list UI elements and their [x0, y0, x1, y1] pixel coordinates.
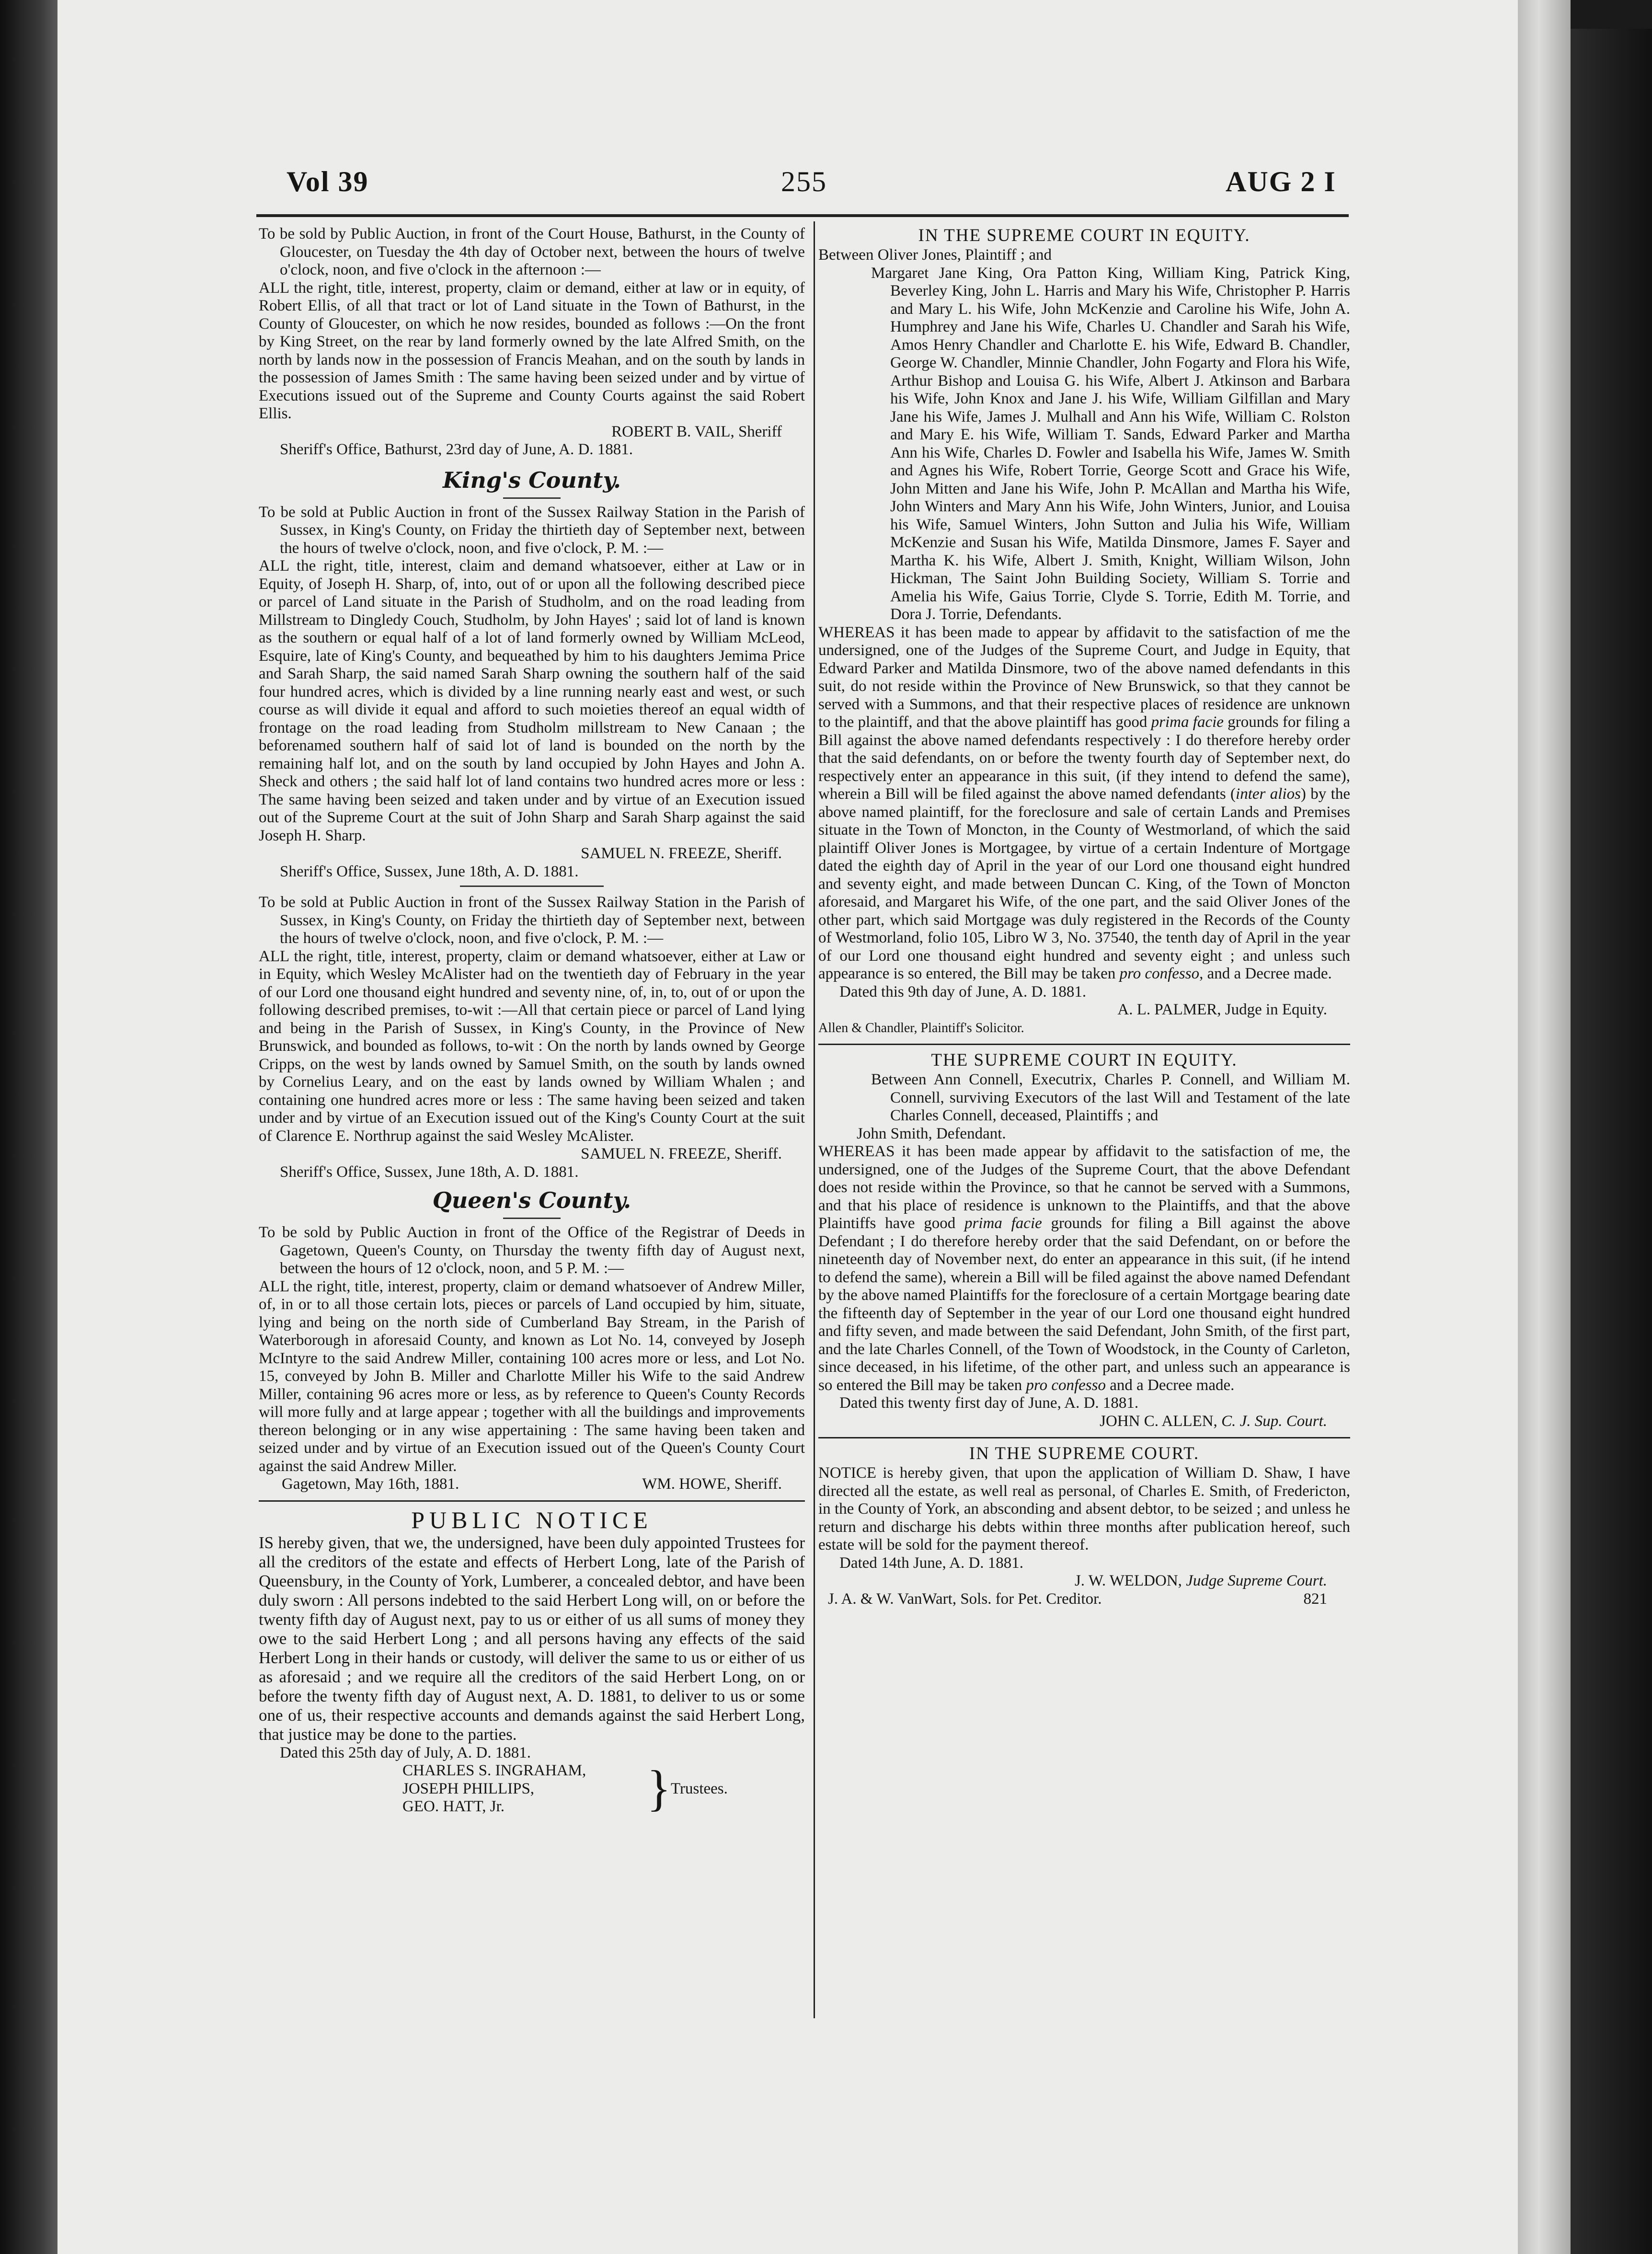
kings-notice-2 — [259, 894, 805, 1181]
court-heading: IN THE SUPREME COURT. — [969, 1444, 1200, 1463]
notice-body — [818, 624, 1350, 983]
notice-dated: Dated this 9th day of June, A. D. 1881. — [839, 983, 1087, 1000]
judge-title: Judge Supreme Court. — [1186, 1572, 1327, 1589]
column-divider — [814, 221, 815, 2018]
latin-phrase: pro confesso — [1119, 965, 1200, 982]
judge-signature: JOHN C. ALLEN, — [1100, 1412, 1217, 1430]
left-column — [259, 225, 805, 1817]
heading-rule — [503, 497, 561, 499]
insertion-code: 821 — [1303, 1590, 1327, 1608]
trustee-names — [402, 1762, 586, 1816]
notice-intro: To be sold by Public Auction, in front of the Court House, Bathurst, in the County of Gloucester, on Tuesday the 4th day of October next, between the hours of twelve o'clock, noon, and five o'clock in the afternoon :— — [259, 225, 805, 278]
background-edge — [1571, 29, 1652, 2254]
notice-intro: To be sold by Public Auction in front of the Office of the Registrar of Deeds in Gagetown, Queen's County, on Thursday the twenty fifth day of August next, between the hours of 12 o'clock, noon, and 5 P. M. :— — [259, 1224, 805, 1277]
trustee-name: JOSEPH PHILLIPS, — [402, 1780, 535, 1797]
issue-date: AUG 2 I — [1226, 166, 1336, 197]
trustee-name: GEO. HATT, Jr. — [402, 1798, 505, 1815]
judge-signature: J. W. WELDON, — [1074, 1572, 1182, 1589]
notice-body: ALL the right, title, interest, claim and demand whatsoever, either at Law or in Equity, of Joseph H. Sharp, of, into, out of or upon all the following described piece or parcel of Land situate in the Parish of Studholm, and on the road leading from Millstream to Dingledy Couch, Studholm, by John Hayes' ; said lot of land is known as the southern or equal half of a lot of land formerly owned by William McLeod, Esquire, late of King's County, and bequeathed by him to his daughters Jemima Price and Sarah Sharp, the said named Sarah Sharp owning the southern half of the said four hundred acres, which is divided by a line running nearly east and west, or such course as will divide it equal and afford to such moieties thereof an equal width of frontage on the road leading from Studholm millstream to New Canaan ; the beforenamed southern half of said lot of land is bounded on the north by the remaining half lot, and on the south by land occupied by John Hayes and John A. Sheck and others ; the said half lot of land contains two hundred acres more or less : The same having been seized and taken under and by virtue of an Execution issued out of the Supreme Court at the suit of John Sharp and Sarah Sharp against the said Joseph H. Sharp. — [259, 557, 805, 844]
section-rule — [818, 1437, 1350, 1438]
notice-body — [818, 1143, 1350, 1394]
place-date-line — [259, 1475, 805, 1494]
kings-notice-1 — [259, 504, 805, 881]
notice-dated: Dated this twenty first day of June, A. D. 1881. — [839, 1394, 1139, 1412]
body-text: WHEREAS it has been made to appear by affidavit to the satisfaction of me the undersigned, one of the Judges of the Supreme Court, and Judge in Equity, that Edward Parker and Matilda Dinsmore, two of the above named defendants in this suit, do not reside within the Province of New Brunswick, so that they cannot be served with a Summons, and that their respective places of residence are unknown to the plaintiff, and that the above plaintiff has good — [818, 623, 1350, 731]
latin-phrase: prima facie — [964, 1215, 1042, 1232]
notice-body: NOTICE is hereby given, that upon the application of William D. Shaw, I have directed all the estate, as well real as personal, of Charles E. Smith, of Fredericton, in the County of York, an absconding and absent debtor, to be seized ; and unless he return and discharge his debts within three months after publication hereof, such estate will be sold for the payment thereof. — [818, 1464, 1350, 1553]
notice-body: ALL the right, title, interest, property, claim or demand whatsoever, either at Law or in Equity, which Wesley McAlister had on the twentieth day of February in the year of our Lord one thousand eight hundred and seventy nine, of, in, to, out of or upon the following described premises, to-wit :—All that certain piece or parcel of Land lying and being in the Parish of Sussex, in King's County, in the Province of New Brunswick, and bounded as follows, to-wit : On the north by lands owned by George Cripps, on the west by lands owned by Samuel Smith, on the south by lands owned by Cornelius Leary, and on the east by lands owned by William Whalen ; and containing one hundred acres more or less : The same having been seized and taken under and by virtue of an Execution issued out of the King's County Court at the suit of Clarence E. Northrup against the said Wesley McAlister. — [259, 947, 805, 1145]
kings-county-heading: King's County. — [443, 467, 621, 493]
equity-notice-1 — [818, 225, 1350, 1037]
section-rule — [259, 1500, 805, 1502]
section-rule — [460, 886, 604, 887]
notice-intro: To be sold at Public Auction in front of the Sussex Railway Station in the Parish of Sussex, in King's County, on Friday the thirtieth day of September next, between the hours of twelve o'clock, noon, and five o'clock, P. M. :— — [259, 503, 805, 557]
queens-county-heading: Queen's County. — [432, 1187, 631, 1213]
page-stack-edge — [1518, 0, 1571, 2254]
body-text: and a Decree made. — [1110, 1376, 1235, 1394]
sheriff-signature: SAMUEL N. FREEZE, Sheriff. — [581, 845, 782, 862]
sheriff-office: Sheriff's Office, Sussex, June 18th, A. D. 1881. — [280, 1163, 579, 1181]
body-text: WHEREAS it has been made appear by affidavit to the satisfaction of me, the undersigned, one of the Judges of the Supreme Court, that the above Defendant does not reside within the Province, so that he cannot be served with a Summons, and that his place of residence is unknown to the Plaintiffs, and that the above Plaintiffs have good — [818, 1143, 1350, 1232]
court-heading: THE SUPREME COURT IN EQUITY. — [931, 1050, 1238, 1070]
sheriff-signature: WM. HOWE, Sheriff. — [642, 1475, 782, 1493]
right-column — [818, 225, 1350, 1608]
page-number: 255 — [781, 166, 827, 197]
trustees-label: Trustees. — [671, 1780, 728, 1797]
judge-title: C. J. Sup. Court. — [1221, 1412, 1327, 1430]
equity-notice-2 — [818, 1050, 1350, 1430]
notice-body: ALL the right, title, interest, property, claim or demand, either at law or in equity, of Robert Ellis, of all that tract or lot of Land situate in the Town of Bathurst, in the County of Gloucester, on which he now resides, bounded as follows :—On the front by King Street, on the rear by land formerly owned by the late Alfred Smith, on the north by lands now in the possession of Francis Meahan, and on the south by lands in the possession of James Smith : The same having been seized under and by virtue of Executions issued out of the Supreme and County Courts against the said Robert Ellis. — [259, 279, 805, 422]
notice-intro: To be sold at Public Auction in front of the Sussex Railway Station in the Parish of Sussex, in King's County, on Friday the thirtieth day of September next, between the hours of twelve o'clock, noon, and five o'clock, P. M. :— — [259, 894, 805, 947]
trustees-block — [259, 1762, 805, 1817]
notice-dated: Dated 14th June, A. D. 1881. — [839, 1554, 1024, 1572]
solicitors-line — [818, 1590, 1350, 1609]
book-binding — [0, 0, 57, 2254]
notice-body: IS hereby given, that we, the undersigned, have been duly appointed Trustees for all the creditors of the estate and effects of Herbert Long, late of the Parish of Queensbury, in the County of York, Lumberer, a concealed debtor, and have been duly sworn : All persons indebted to the said Herbert Long will, on or before the twenty fifth day of August next, pay to us or either of us all sums of money they owe to the said Herbert Long ; and all persons having any effects of the said Herbert Long in their hands or custody, will deliver the same to us or either of us as aforesaid ; and we require all the creditors of the said Herbert Long, on or before the twenty fifth day of August next, A. D. 1881, to deliver to us or some one of us, their respective accounts and demands against the said Herbert Long, that justice may be done to the parties. — [259, 1533, 805, 1744]
header-rule — [256, 214, 1349, 217]
sheriff-signature: SAMUEL N. FREEZE, Sheriff. — [581, 1145, 782, 1162]
public-notice — [259, 1506, 805, 1818]
notice-dated: Dated this 25th day of July, A. D. 1881. — [280, 1744, 531, 1761]
queens-notice — [259, 1224, 805, 1494]
section-rule — [818, 1044, 1350, 1045]
public-notice-heading: PUBLIC NOTICE — [411, 1506, 653, 1533]
defendants-list: Margaret Jane King, Ora Patton King, William King, Patrick King, Beverley King, John L. Harris and Mary his Wife, Christopher P. Harris and Mary L. his Wife, John McKenzie and Caroline his Wife, John A. Humphrey and Jane his Wife, Charles U. Chandler and Sarah his Wife, Amos Henry Chandler and Charlotte E. his Wife, Edward B. Chandler, George W. Chandler, Minnie Chandler, John Fogarty and Flora his Wife, Arthur Bishop and Louisa G. his Wife, Albert J. Atkinson and Barbara his Wife, John Knox and Jane J. his Wife, William Gilfillan and Mary Jane his Wife, James J. Mulhall and Ann his Wife, William C. Rolston and Mary E. his Wife, William T. Sands, Edward Parker and Martha Ann his Wife, Charles D. Fowler and Isabella his Wife, James W. Smith and Agnes his Wife, Robert Torrie, George Scott and Grace his Wife, John Mitten and Jane his Wife, John P. McAllan and Martha his Wife, John Winters and Mary Ann his Wife, John Winters, Junior, and Louisa his Wife, Samuel Winters, John Sutton and Julia his Wife, William McKenzie and Susan his Wife, Matilda Dinsmore, James F. Sayer and Martha K. his Wife, Albert J. Smith, Knight, William Wilson, John Hickman, The Saint John Building Society, William S. Torrie and Amelia his Wife, Gaius Torrie, Clyde S. Torrie, Edith M. Torrie, and Dora J. Torrie, Defendants. — [871, 264, 1350, 623]
supreme-court-notice — [818, 1443, 1350, 1608]
body-text: grounds for filing a Bill against the above Defendant ; I do therefore hereby order that the said Defendant, on or before the nineteenth day of November next, do enter an appearance in this suit, (if he intend to defend the same), wherein a Bill will be filed against the above named Defendant by the above named Plaintiffs for the foreclosure of a certain Mortgage bearing date the fifteenth day of September in the year of our Lord one thousand eight hundred and fifty seven, and made between the said Defendant, John Smith, of the first part, and the late Charles Connell, of the Town of Woodstock, in the County of Carleton, since deceased, in his lifetime, of the other part, and unless such an appearance is so entered the Bill may be taken — [818, 1215, 1350, 1394]
sheriff-office: Sheriff's Office, Sussex, June 18th, A. D. 1881. — [280, 862, 579, 880]
place-date: Gagetown, May 16th, 1881. — [282, 1475, 459, 1493]
judge-signature-line — [818, 1413, 1350, 1431]
body-text: ) by the above named plaintiff, for the foreclosure and sale of certain Lands and Premises situate in the Town of Moncton, in the County of Westmorland, of which the said plaintiff Oliver Jones is Mortgagee, by virtue of a certain Indenture of Mortgage dated the eighth day of April in the year of our Lord one thousand eight hundred and seventy eight, and made between Duncan C. King, of the Town of Moncton aforesaid, and Margaret his Wife, of the one part, and the said Oliver Jones of the other part, which said Mortgage was duly registered in the Records of the County of Westmorland, folio 105, Libro W 3, No. 37540, the tenth day of April in the year of our Lord one thousand eight hundred and seventy eight ; and unless such appearance is so entered, the Bill may be taken — [818, 785, 1350, 982]
latin-phrase: pro confesso — [1026, 1376, 1106, 1394]
solicitor-line: Allen & Chandler, Plaintiff's Solicitor. — [818, 1020, 1024, 1035]
latin-phrase: prima facie — [1151, 713, 1224, 731]
solicitors: J. A. & W. VanWart, Sols. for Pet. Creditor. — [828, 1590, 1102, 1608]
judge-signature-line — [818, 1572, 1350, 1590]
notice-body: ALL the right, title, interest, property, claim or demand whatsoever of Andrew Miller, of, in or to all those certain lots, pieces or parcels of Land occupied by him, situate, lying and being on the north side of Cumberland Bay Stream, in the Parish of Waterborough in aforesaid County, and known as Lot No. 14, conveyed by Joseph McIntyre to the said Andrew Miller, containing 100 acres more or less, and Lot No. 15, conveyed by John B. Miller and Charlotte Miller his Wife to the said Andrew Miller, containing 96 acres more or less, as by reference to Queen's County Records will more fully and at large appear ; together with all the buildings and improvements thereon belonging or in any wise appertaining : The same having been taken and seized under and by virtue of an Execution issued out of the Queen's County Court against the said Andrew Miller. — [259, 1277, 805, 1475]
heading-rule — [503, 1218, 561, 1219]
sheriff-signature: ROBERT B. VAIL, Sheriff — [611, 423, 782, 440]
sheriff-office: Sheriff's Office, Bathurst, 23rd day of June, A. D. 1881. — [280, 441, 633, 458]
volume-label: Vol 39 — [287, 166, 369, 197]
gloucester-notice — [259, 225, 805, 459]
brace-glyph: } — [647, 1760, 671, 1816]
trustee-name: CHARLES S. INGRAHAM, — [402, 1762, 586, 1779]
between-line: Between Ann Connell, Executrix, Charles P. Connell, and William M. Connell, surviving Executors of the last Will and Testament of the late Charles Connell, deceased, Plaintiffs ; and — [871, 1071, 1350, 1124]
court-heading: IN THE SUPREME COURT IN EQUITY. — [918, 226, 1250, 245]
judge-signature: A. L. PALMER, Judge in Equity. — [1117, 1001, 1327, 1018]
defendant-line: John Smith, Defendant. — [857, 1125, 1006, 1142]
between-line: Between Oliver Jones, Plaintiff ; and — [818, 246, 1052, 264]
body-text: grounds for filing a Bill against the above named defendants respectively : I do therefore hereby order that the said defendants, on or before the twenty fourth day of September next, do respectively enter an appearance in this suit, (if they intend to defend the same), wherein a Bill will be filed against the above named defendants ( — [818, 713, 1351, 803]
latin-phrase: inter alios — [1236, 785, 1301, 803]
body-text: , and a Decree made. — [1199, 965, 1332, 982]
